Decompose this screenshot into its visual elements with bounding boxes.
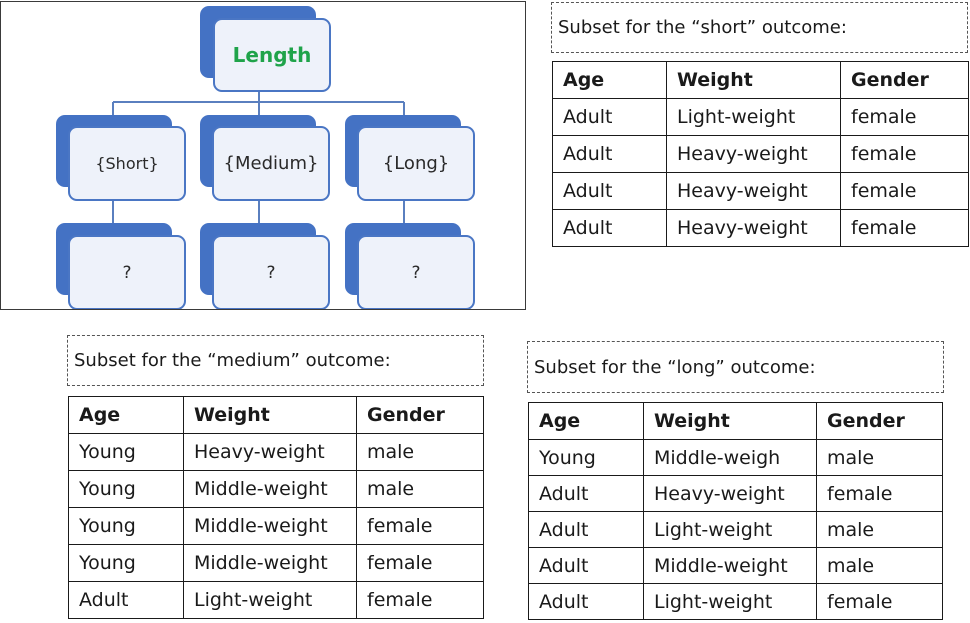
table-cell: Middle-weight (184, 471, 357, 508)
table-row (529, 512, 943, 548)
column-header: Age (529, 403, 644, 440)
table-cell: Light-weight (667, 99, 841, 136)
table-cell: Light-weight (644, 512, 817, 548)
table-cell: Adult (553, 136, 667, 173)
table-cell: Adult (529, 584, 644, 620)
table-cell: Adult (69, 582, 184, 619)
column-header: Age (69, 397, 184, 434)
table-cell: Heavy-weight (667, 173, 841, 210)
table-cell: female (841, 99, 969, 136)
table-cell: Adult (529, 476, 644, 512)
table-header-row (69, 397, 484, 434)
table-row (529, 548, 943, 584)
table-cell: Adult (529, 512, 644, 548)
table-cell: Heavy-weight (184, 434, 357, 471)
short-subset-caption (551, 2, 968, 53)
table-cell: Adult (529, 548, 644, 584)
table-cell: female (357, 508, 484, 545)
table-row (529, 476, 943, 512)
short-subset-caption-text: Subset for the “short” outcome: (558, 17, 847, 38)
medium-subset-caption-text: Subset for the “medium” outcome: (74, 350, 391, 371)
table-cell: Young (529, 440, 644, 476)
table-cell: Middle-weight (184, 545, 357, 582)
table-row (529, 584, 943, 620)
table-header-row (553, 62, 969, 99)
table-cell: Adult (553, 173, 667, 210)
long-subset-caption-text: Subset for the “long” outcome: (534, 356, 816, 378)
column-header: Gender (357, 397, 484, 434)
table-cell: Young (69, 471, 184, 508)
medium-subset-table (68, 396, 484, 619)
table-row (69, 545, 484, 582)
table-cell: Young (69, 508, 184, 545)
table-cell: female (841, 173, 969, 210)
table-cell: female (357, 582, 484, 619)
table-cell: Middle-weigh (644, 440, 817, 476)
column-header: Weight (644, 403, 817, 440)
table-cell: Light-weight (184, 582, 357, 619)
table-row (553, 136, 969, 173)
table-row (553, 99, 969, 136)
table-cell: Light-weight (644, 584, 817, 620)
table-row (69, 508, 484, 545)
child-node-long-label: {Long} (382, 153, 450, 174)
child-node-medium-label: {Medium} (223, 153, 319, 174)
table-row (69, 582, 484, 619)
table-row (69, 434, 484, 471)
table-cell: female (817, 476, 943, 512)
table-cell: Heavy-weight (644, 476, 817, 512)
table-cell: Young (69, 434, 184, 471)
child-node-short-label: {Short} (95, 154, 159, 173)
table-row (529, 440, 943, 476)
table-row (69, 471, 484, 508)
table-cell: male (357, 471, 484, 508)
long-subset-table (528, 402, 943, 620)
column-header: Gender (817, 403, 943, 440)
table-cell: Heavy-weight (667, 136, 841, 173)
table-cell: male (817, 512, 943, 548)
table-cell: Young (69, 545, 184, 582)
table-cell: Adult (553, 99, 667, 136)
table-header-row (529, 403, 943, 440)
table-cell: male (357, 434, 484, 471)
long-subset-caption (527, 341, 944, 393)
medium-subset-caption (67, 335, 484, 386)
decision-tree-diagram (0, 1, 526, 310)
table-row (553, 173, 969, 210)
table-cell: female (357, 545, 484, 582)
leaf-node-medium-label: ? (266, 262, 276, 283)
table-cell: Adult (553, 210, 667, 247)
table-row (553, 210, 969, 247)
table-cell: male (817, 548, 943, 584)
column-header: Weight (184, 397, 357, 434)
table-cell: Heavy-weight (667, 210, 841, 247)
root-node-label: Length (232, 43, 312, 67)
leaf-node-short-label: ? (122, 262, 132, 283)
table-cell: female (817, 584, 943, 620)
column-header: Gender (841, 62, 969, 99)
table-cell: female (841, 210, 969, 247)
column-header: Weight (667, 62, 841, 99)
table-cell: Middle-weight (644, 548, 817, 584)
leaf-node-long-label: ? (411, 262, 421, 283)
table-cell: female (841, 136, 969, 173)
short-subset-table (552, 61, 969, 247)
table-cell: male (817, 440, 943, 476)
table-cell: Middle-weight (184, 508, 357, 545)
column-header: Age (553, 62, 667, 99)
